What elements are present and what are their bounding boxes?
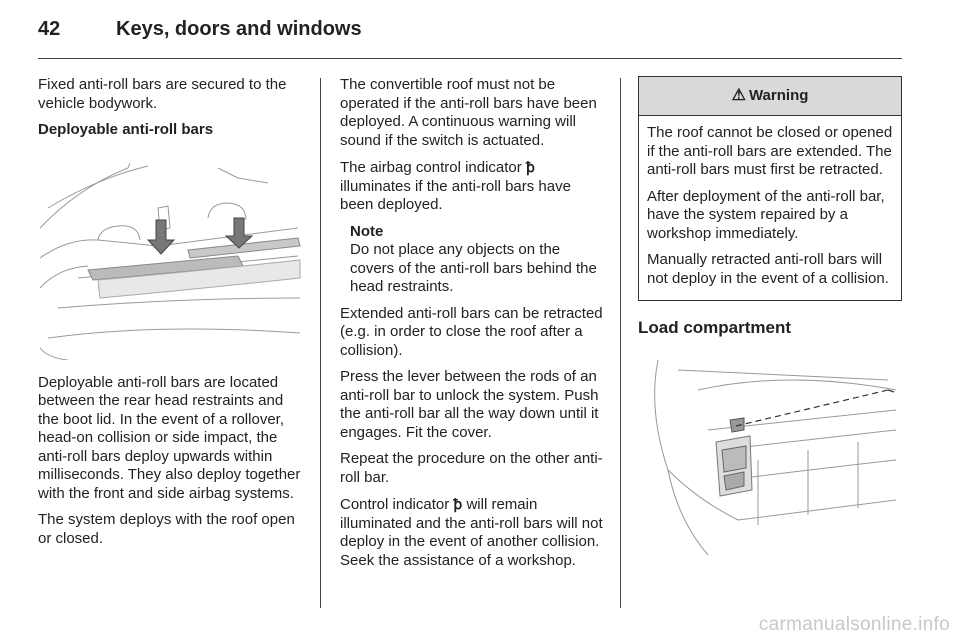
airbag-indicator-icon: ꝥ [525, 159, 535, 175]
column-right [638, 76, 902, 560]
paragraph-roof-state: The system deploys with the roof open or closed. [38, 511, 295, 547]
warning-triangle-icon: ⚠ [731, 86, 746, 104]
column-middle [340, 76, 606, 578]
warning-paragraph: The roof cannot be closed or opened if the anti-roll bars are extended. The anti-roll bars must first be retracted. [647, 124, 893, 178]
load-compartment-illustration [638, 350, 902, 560]
column-divider [620, 78, 621, 608]
paragraph-airbag-indicator [340, 158, 606, 215]
text-part: will remain illuminated and the anti-roll bars will not deploy in the event of another collision. Seek the assistance of a workshop. [340, 496, 603, 569]
note-block [350, 223, 606, 297]
column-divider [320, 78, 321, 608]
warning-header [639, 77, 901, 116]
warning-title: Warning [748, 86, 809, 104]
paragraph-repeat: Repeat the procedure on the other anti-roll bar. [340, 450, 603, 486]
page-title: Keys, doors and windows [116, 18, 362, 40]
page-number: 42 [38, 18, 61, 40]
warning-paragraph: Manually retracted anti-roll bars will not deploy in the event of a collision. [647, 251, 889, 287]
warning-box [638, 76, 902, 301]
paragraph-control-indicator [340, 495, 606, 570]
paragraph-retract: Extended anti-roll bars can be retracted (e.g. in order to close the roof after a collision). [340, 304, 603, 359]
column-left [38, 76, 306, 556]
intro-paragraph: Fixed anti-roll bars are secured to the vehicle bodywork. [38, 76, 287, 112]
subheading-deployable: Deployable anti-roll bars [38, 121, 214, 138]
note-title: Note [350, 222, 384, 240]
anti-roll-bars-illustration [38, 148, 304, 360]
paragraph-location: Deployable anti-roll bars are located between the rear head restraints and the boot lid. In the event of a rollover, head-on collision or side impact, the anti-roll bars deploy upwards within milliseconds. They also deploy together with the front and side airbag systems. [38, 373, 301, 502]
text-part: The airbag control indicator [340, 159, 522, 176]
section-title-load-compartment: Load compartment [638, 318, 792, 337]
airbag-indicator-icon: ꝥ [453, 496, 463, 512]
paragraph-lever: Press the lever between the rods of an anti-roll bar to unlock the system. Push the anti-roll bar all the way down until it engages. Fit the cover. [340, 368, 599, 441]
warning-body [639, 116, 901, 300]
text-part: illuminates if the anti-roll bars have been deployed. [340, 177, 571, 213]
watermark: carmanualsonline.info [758, 614, 950, 635]
text-part: Control indicator [340, 496, 450, 513]
header-rule [38, 58, 902, 59]
paragraph-roof-operation: The convertible roof must not be operated if the anti-roll bars have been deployed. A continuous warning will sound if the switch is actuated. [340, 76, 597, 149]
note-text: Do not place any objects on the covers of the anti-roll bars behind the head restraints. [350, 241, 597, 295]
warning-paragraph: After deployment of the anti-roll bar, have the system repaired by a workshop immediately. [647, 187, 885, 242]
